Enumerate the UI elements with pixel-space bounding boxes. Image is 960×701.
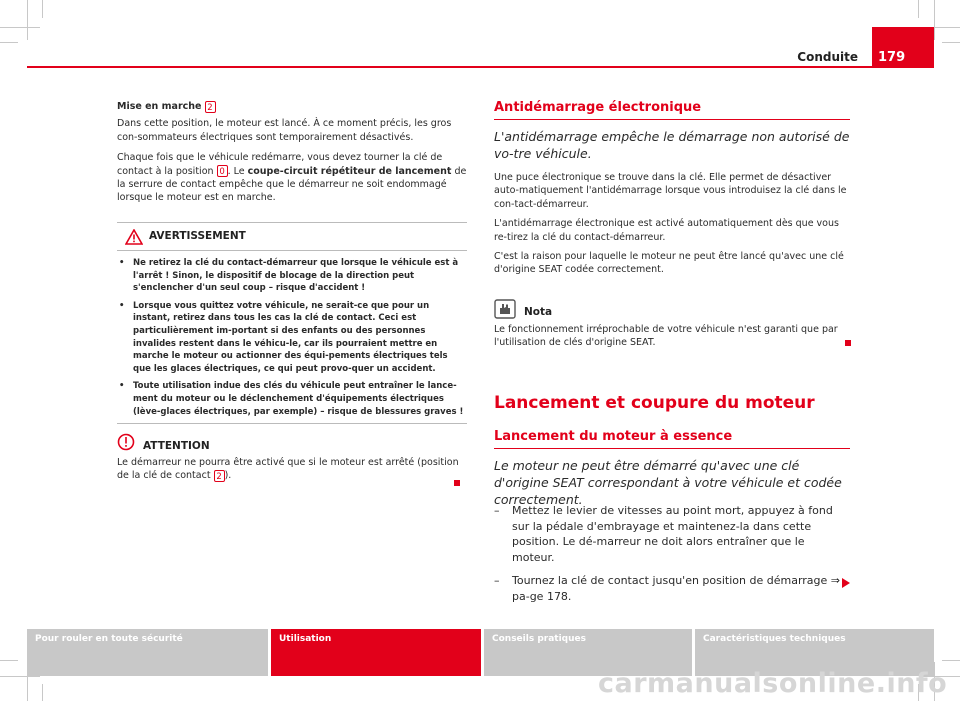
crop-mark	[942, 42, 960, 43]
step-text: Tournez la clé de contact jusqu'en position de démarrage ⇒ pa-ge 178.	[512, 574, 841, 603]
attention-title: ATTENTION	[143, 440, 210, 452]
antidemarrage-intro: L'antidémarrage empêche le démarrage non autorisé de vo-tre véhicule.	[494, 129, 850, 161]
crop-mark	[0, 42, 18, 43]
footer-tab-conseils[interactable]: Conseils pratiques	[484, 629, 692, 676]
mise-en-marche-heading: Mise en marche	[117, 101, 202, 112]
antidemarrage-para: Une puce électronique se trouve dans la clé. Elle permet de désactiver auto-matiquement l'antidémarrage lorsque vous introduisez la clé dans le con-tact-démarreur.	[494, 172, 847, 210]
coupe-circuit-term: coupe-circuit répétiteur de lancement	[247, 165, 452, 177]
warning-title: AVERTISSEMENT	[149, 230, 246, 242]
crop-mark	[42, 684, 43, 701]
section-end-marker	[454, 480, 460, 486]
essence-heading: Lancement du moteur à essence	[494, 429, 733, 444]
section-end-marker	[845, 340, 851, 346]
continue-arrow-icon	[842, 578, 850, 588]
heading-rule	[494, 119, 850, 120]
antidemarrage-heading: Antidémarrage électronique	[494, 100, 702, 115]
warning-item: • Lorsque vous quittez votre véhicule, ne serait-ce que pour un instant, retirez dans tous les cas la clé de contact. Ceci est particulièrement im-portant si des enfants ou des personnes invalides restent dans le véhicu-le, car ils pourraient mettre en marche le moteur ou actionner des équi-pements électriques tels que les glaces électriques, ce qui peut provo-quer un accident.	[119, 300, 465, 376]
warning-item-text: Lorsque vous quittez votre véhicule, ne serait-ce que pour un instant, retirez dans tous les cas la clé de contact. Ceci est particulièrement im-portant si des enfants ou des personnes invalides restent dans le véhicu-le, car ils pourraient mettre en marche le moteur ou actionner des équi-pements électriques tels que les glaces électriques, ce qui peut provo-quer un accident.	[133, 300, 448, 374]
nota-text: Le fonctionnement irréprochable de votre véhicule n'est garanti que par l'utilisation de clés d'origine SEAT.	[494, 324, 838, 349]
position-0-ref: 0	[217, 165, 228, 177]
attention-icon	[117, 433, 135, 451]
watermark: carmanualsonline.info	[598, 668, 948, 699]
warning-triangle-icon	[125, 229, 143, 245]
antidemarrage-para: C'est la raison pour laquelle le moteur ne peut être lancé qu'avec une clé d'origine SEAT codée correctement.	[494, 251, 844, 276]
warning-box	[117, 222, 467, 424]
mise-en-marche-text: Dans cette position, le moteur est lancé. À ce moment précis, les gros con-sommateurs électriques sont temporairement désactivés.	[117, 118, 452, 143]
antidemarrage-body	[494, 171, 850, 277]
section-title: Lancement et coupure du moteur	[494, 393, 815, 413]
position-2-ref: 2	[214, 470, 225, 482]
warning-item-text: Ne retirez la clé du contact-démarreur que lorsque le véhicule est à l'arrêt ! Sinon, le dispositif de blocage de la direction peut s'enclencher d'un seul coup – risque d'accident !	[133, 258, 459, 294]
footer-tab-securite[interactable]: Pour rouler en toute sécurité	[27, 629, 268, 676]
page-title: Conduite	[797, 50, 858, 64]
step-item	[494, 573, 850, 604]
crop-mark	[0, 676, 40, 677]
mise-en-marche-text-2: Chaque fois que le véhicule redémarre, vous devez tourner la clé de contact à la position 0 . Le coupe-circuit répétiteur de lancement de la serrure de contact empêche que le démarreur ne soit endommagé lorsque le moteur est en marche.	[117, 152, 467, 204]
crop-mark	[934, 0, 935, 40]
mise-en-marche-section	[117, 100, 467, 205]
heading-rule	[494, 448, 850, 449]
crop-mark	[918, 0, 919, 18]
crop-mark	[27, 0, 28, 40]
crop-mark	[942, 660, 960, 661]
position-2-ref: 2	[205, 101, 216, 113]
step-dash: –	[494, 504, 500, 517]
step-text: Mettez le levier de vitesses au point mort, appuyez à fond sur la pédale d'embrayage et maintenez-la dans cette position. Le dé-marreur ne doit alors entraîner que le moteur.	[512, 504, 833, 564]
footer-tab-caracteristiques[interactable]: Caractéristiques techniques	[695, 629, 934, 676]
page-number: 179	[872, 27, 934, 68]
warning-item: • Toute utilisation indue des clés du véhicule peut entraîner le lance-ment du moteur ou le déclenchement d'équipements électriques (lève-glaces électriques, par exemple) – risque de blessures graves !	[119, 381, 464, 417]
nota-title: Nota	[524, 306, 553, 318]
warning-item: • Ne retirez la clé du contact-démarreur que lorsque le véhicule est à l'arrêt ! Sinon, le dispositif de blocage de la direction peut s'enclencher d'un seul coup – risque d'accident !	[119, 257, 465, 295]
step-dash: –	[494, 574, 500, 587]
crop-mark	[42, 0, 43, 18]
crop-mark	[0, 27, 40, 28]
footer-tab-utilisation[interactable]: Utilisation	[271, 629, 481, 676]
antidemarrage-para: L'antidémarrage électronique est activé automatiquement dès que vous re-tirez la clé du contact-démarreur.	[494, 218, 839, 243]
warning-list	[119, 257, 465, 418]
attention-text: Le démarreur ne pourra être activé que si le moteur est arrêté (position de la clé de contact 2 ).	[117, 457, 459, 482]
crop-mark	[0, 660, 18, 661]
nota-hand-icon	[494, 299, 516, 319]
step-item	[494, 503, 850, 565]
header-rule	[27, 66, 934, 68]
essence-steps	[494, 503, 850, 604]
warning-item-text: Toute utilisation indue des clés du véhicule peut entraîner le lance-ment du moteur ou le déclenchement d'équipements électriques (lève-glaces électriques, par exemple) – risque de blessures graves !	[133, 381, 464, 417]
essence-intro: Le moteur ne peut être démarré qu'avec une clé d'origine SEAT correspondant à votre véhicule et codée correctement.	[494, 458, 842, 507]
warning-header	[117, 223, 467, 251]
